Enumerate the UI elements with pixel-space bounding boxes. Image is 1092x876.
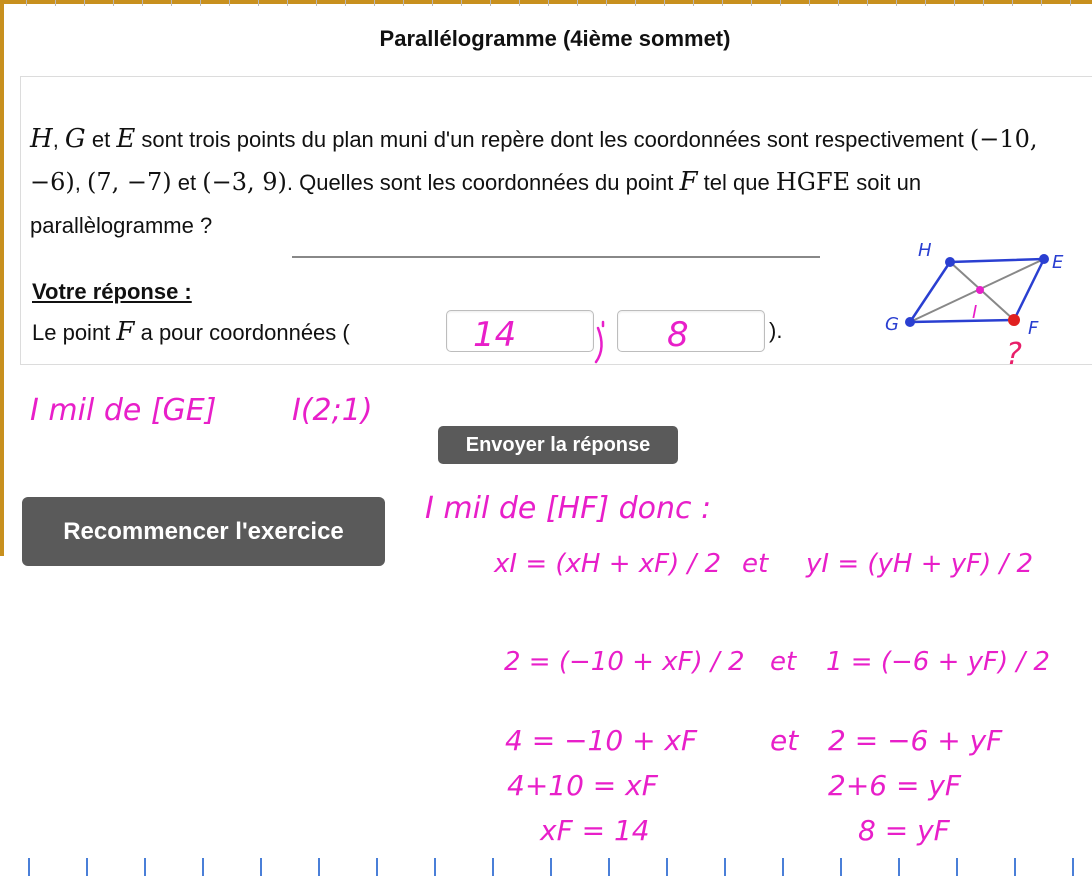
hand-eq4-right: 2+6 = yF: [828, 769, 962, 802]
answer-prefix: Le point: [32, 320, 111, 345]
hand-eq4-left: 4+10 = xF: [507, 769, 658, 802]
sketch-label-e: E: [1052, 252, 1064, 273]
point-g: G: [64, 124, 86, 154]
sketch-label-h: H: [918, 240, 932, 261]
answer-middle: a pour coordonnées (: [140, 320, 350, 345]
hand-eq3-left: 4 = −10 + xF: [505, 724, 698, 757]
page-title: Parallélogramme (4ième sommet): [379, 26, 731, 51]
shape-name: HGFE: [775, 168, 851, 196]
hand-eq1-right: yI = (yH + yF) / 2: [806, 549, 1034, 579]
send-answer-button[interactable]: Envoyer la réponse: [438, 426, 678, 464]
hand-eq5-left: xF = 14: [540, 814, 650, 847]
hand-line2: I mil de [HF] donc :: [425, 491, 712, 526]
hand-eq3-and: et: [770, 724, 799, 757]
coord-h: (−10, −6): [30, 125, 1038, 196]
hand-eq1-left: xI = (xH + xF) / 2: [494, 549, 722, 579]
answer-point: F: [116, 317, 135, 347]
question-intro: sont trois points du plan muni d'un repère dont les coordonnées sont respectivement: [141, 127, 964, 152]
hand-eq2-left: 2 = (−10 + xF) / 2: [504, 647, 745, 677]
point-f: F: [679, 167, 698, 197]
hand-line1-right: I(2;1): [292, 393, 373, 428]
sketch-label-i: I: [972, 302, 978, 323]
point-e: E: [116, 124, 136, 154]
answer-suffix: ).: [769, 318, 783, 343]
hand-eq5-right: 8 = yF: [858, 814, 950, 847]
hand-answer-y: 8: [667, 315, 689, 355]
question-ask-start: . Quelles sont les coordonnées du point: [286, 170, 674, 195]
question-statement: H, G et E sont trois points du plan muni d'un repère dont les coordonnées sont respectivement (−10, −6), (7, −7) et (−3, 9). Quelles sont les coordonnées du point F tel que HGFE soit un parallèlogramme ?: [30, 124, 1038, 238]
question-ask-end: soit un parallèlogramme ?: [30, 170, 922, 238]
hand-eq2-and: et: [770, 647, 797, 677]
coord-g: (7, −7): [86, 168, 172, 196]
sketch-label-f: F: [1028, 318, 1039, 339]
hand-line1-left: I mil de [GE]: [30, 393, 217, 428]
point-h: H: [30, 124, 53, 154]
restart-exercise-button[interactable]: Recommencer l'exercice: [22, 497, 385, 566]
and-word-2: et: [177, 170, 197, 195]
hand-eq1-and: et: [742, 549, 769, 579]
sketch-question-mark: ?: [1006, 337, 1022, 372]
sketch-label-g: G: [885, 314, 899, 335]
hand-eq2-right: 1 = (−6 + yF) / 2: [826, 647, 1050, 677]
question-ask-mid: tel que: [703, 170, 770, 195]
and-word: et: [91, 127, 111, 152]
hand-answer-x: 14: [473, 315, 517, 355]
answer-title: Votre réponse :: [32, 279, 192, 304]
bottom-ruler-ticks: [0, 858, 1092, 876]
hand-eq3-right: 2 = −6 + yF: [828, 724, 1003, 757]
coord-e: (−3, 9): [202, 168, 287, 196]
